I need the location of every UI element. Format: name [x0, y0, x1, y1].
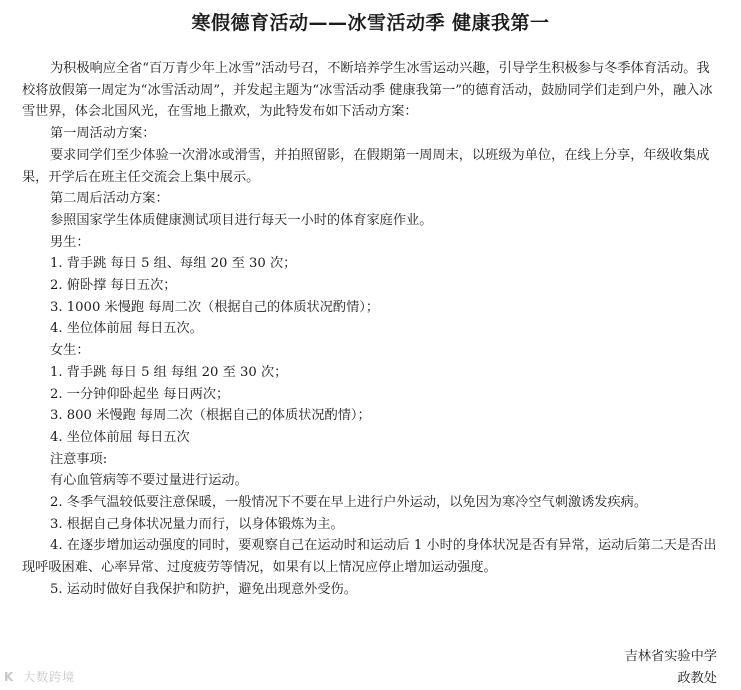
week2-text: 参照国家学生体质健康测试项目进行每天一小时的体育家庭作业。 [50, 212, 433, 228]
boys-item: 4. 坐位体前屈 每日五次。 [50, 321, 203, 337]
boys-item: 2. 俯卧撑 每日五次； [50, 278, 177, 294]
signature-school: 吉林省实验中学 [624, 649, 717, 664]
boys-item: 1. 背手跳 每日 5 组、每组 20 至 30 次； [50, 256, 297, 272]
signature-block [625, 646, 717, 690]
notes-item: 4. 在逐步增加运动强度的同时，要观察自己在运动时和运动后 1 小时的身体状况是否有异常，运动后第二天是否出现呼吸困难、心率异常、过度疲劳等情况，如果有以上情况应停止增加运动强度。 [22, 538, 717, 576]
notes-item: 2. 冬季气温较低要注意保暖，一般情况下不要在早上进行户外运动，以免因为寒冷空气刺激诱发疾病。 [50, 495, 648, 511]
girls-item: 1. 背手跳 每日 5 组 每组 20 至 30 次； [50, 364, 288, 380]
watermark-logo-icon: K [4, 670, 15, 684]
watermark-text: 大数跨境 [23, 670, 76, 684]
notes-item: 3. 根据自己身体状况量力而行，以身体锻炼为主。 [50, 516, 344, 532]
girls-item: 3. 800 米慢跑 每周二次（根据自己的体质状况酌情）； [50, 408, 371, 424]
week2-heading: 第二周后活动方案： [50, 191, 169, 207]
girls-item: 4. 坐位体前屈 每日五次 [50, 429, 190, 445]
week1-text: 要求同学们至少体验一次滑冰或滑雪，并拍照留影，在假期第一周周末，以班级为单位，在线上分享，年级收集成果，开学后在班主任交流会上集中展示。 [22, 147, 710, 185]
boys-heading: 男生： [50, 234, 90, 250]
boys-item: 3. 1000 米慢跑 每周二次（根据自己的体质状况酌情）； [50, 299, 380, 315]
notes-item: 有心血管病等不要过量进行运动。 [50, 473, 248, 489]
notes-heading: 注意事项: [50, 451, 108, 467]
document-title: 寒假德育活动——冰雪活动季 健康我第一 [191, 12, 550, 34]
intro-paragraph: 为积极响应全省“百万青少年上冰雪”活动号召，不断培养学生冰雪运动兴趣，引导学生积极参与冬季体育活动。我校将放假第一周定为“冰雪活动周”，并发起主题为“冰雪活动季 健康我第一”的德育活动，鼓励同学们走到户外，融入冰雪世界，体会北国风光，在雪地上撒欢，为此特发布如下活动方案： [22, 61, 713, 120]
document-body [22, 58, 720, 601]
notes-item: 5. 运动时做好自我保护和防护，避免出现意外受伤。 [50, 581, 357, 597]
girls-item: 2. 一分钟仰卧起坐 每日两次； [50, 386, 230, 402]
watermark [4, 668, 75, 685]
girls-heading: 女生： [50, 343, 90, 359]
week1-heading: 第一周活动方案： [50, 126, 156, 142]
signature-dept: 政教处 [677, 671, 717, 686]
